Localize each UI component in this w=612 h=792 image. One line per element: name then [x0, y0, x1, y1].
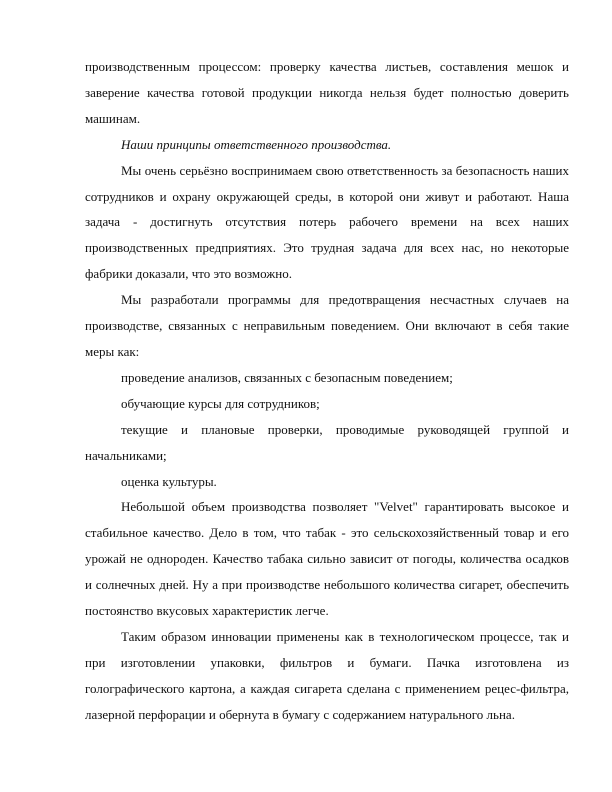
paragraph-innovation: Таким образом инновации применены как в технологическом процессе, так и при изготовлении упаковки, фильтров и бумаги. Пачка изготовлена из голографического картона, а каждая сигарета сделана с применением рецес-фильтра, лазерной перфорации и обернута в бумагу с содержанием натурального льна.: [85, 628, 569, 722]
list-item-safety-analysis: проведение анализов, связанных с безопасным поведением;: [121, 369, 453, 385]
paragraph-programs: Мы разработали программы для предотвращения несчастных случаев на производстве, связанных с неправильным поведением. Они включают в себя такие меры как:: [85, 292, 569, 359]
section-heading-principles: Наши принципы ответственного производства.: [121, 136, 392, 152]
paragraph-quality: Небольшой объем производства позволяет "Velvet" гарантировать высокое и стабильное качество. Дело в том, что табак - это сельскохозяйственный товар и его урожай не однороден. Качество табака сильно зависит от погоды, количества осадков и солнечных дней. Ну а при производстве небольшого количества сигарет, обеспечить постоянство вкусовых характеристик легче.: [85, 499, 569, 619]
document-body: [85, 54, 569, 728]
paragraph-responsibility: Мы очень серьёзно воспринимаем свою ответственность за безопасность наших сотрудников и охрану окружающей среды, в которой они живут и работают. Наша задача - достигнуть отсутствия потерь рабочего времени на всех наших производственных предприятиях. Это трудная задача для всех нас, но некоторые фабрики доказали, что это возможно.: [85, 162, 569, 282]
list-item-culture-assessment: оценка культуры.: [121, 473, 217, 489]
list-item-inspections: текущие и плановые проверки, проводимые руководящей группой и начальниками;: [85, 421, 569, 463]
list-item-training-courses: обучающие курсы для сотрудников;: [121, 395, 320, 411]
paragraph-continuation: производственным процессом: проверку качества листьев, составления мешок и заверение качества готовой продукции никогда нельзя будет полностью доверить машинам.: [85, 59, 569, 126]
